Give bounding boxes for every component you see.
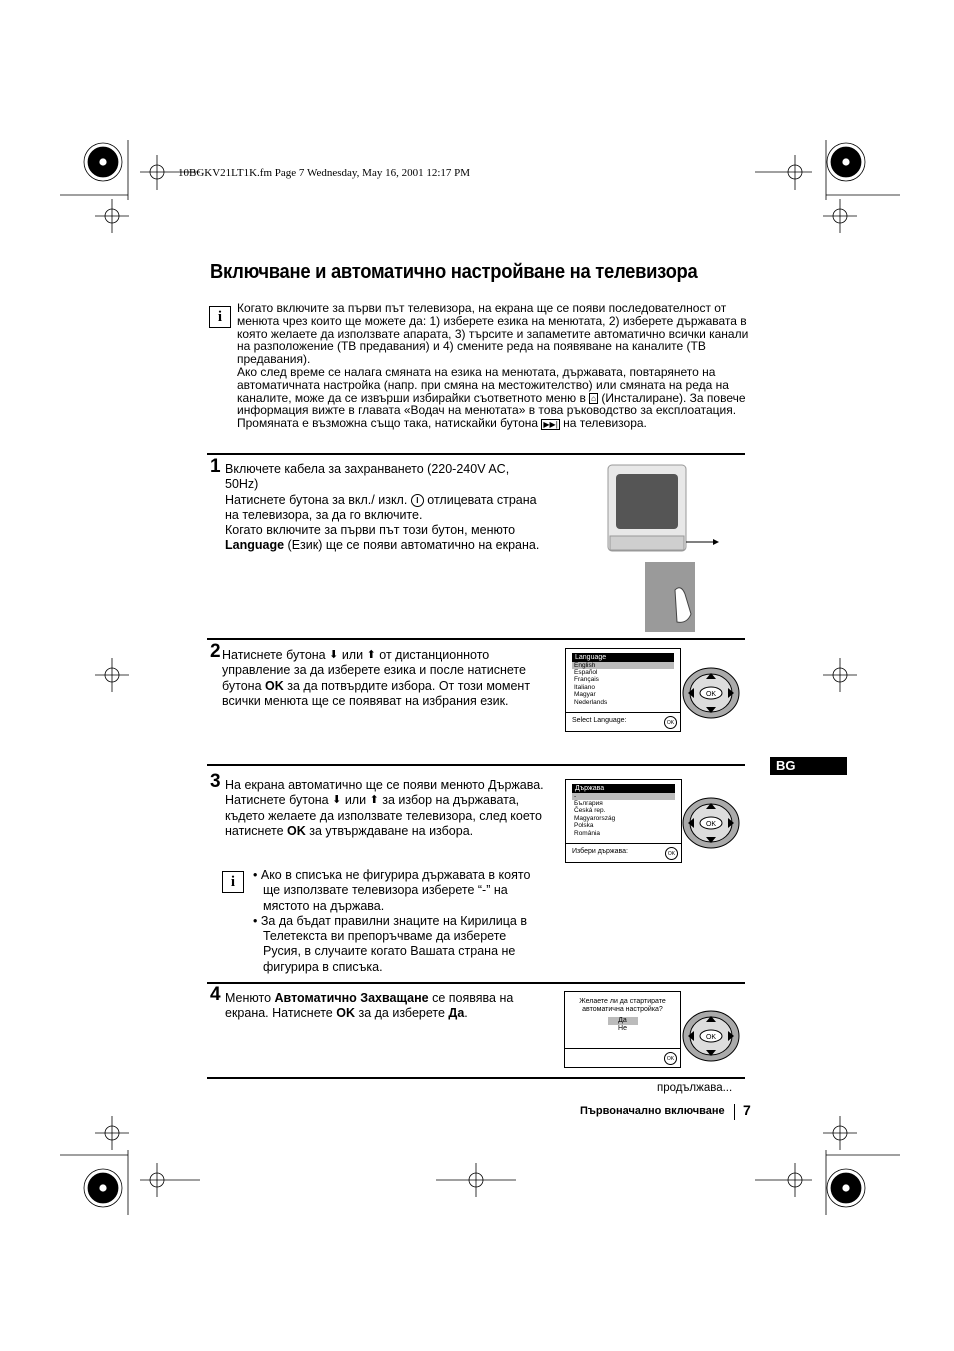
registration-sunburst-icon	[84, 143, 122, 181]
tv-illustration	[605, 462, 725, 637]
step-number: 2	[210, 641, 221, 662]
file-header: 10BGKV21LT1K.fm Page 7 Wednesday, May 16, 2001 12:17 PM	[178, 167, 471, 179]
notes-list	[253, 868, 545, 975]
divider	[207, 1077, 745, 1079]
intro-text	[237, 302, 757, 430]
menu-item[interactable]: Magyarország	[574, 814, 616, 822]
intro-paragraph-1: Когато включите за първи път телевизора, на екрана ще се появи последователност от менюта чрез които ще можете да: 1) изберете езика на менютата, 2) изберете държавата в която желаете да използвате апарата, 3) търсите и запаметите автоматично всички канали на разположение (ТВ предавания) и 4) смените реда на появяване на каналите (ТВ предавания).	[237, 301, 749, 367]
crosshair-icon	[95, 658, 129, 692]
crosshair-icon	[436, 1163, 516, 1197]
step1-text: Включете кабела за захранването (220-240V AC, 50Hz) Натиснете бутона за вкл./ изкл. I отлицевата страна на телевизора, за да го включите. Когато включите за първи път този бутон, менюто Language (Език) ще се появи автоматично на екрана.	[225, 462, 540, 553]
footer-divider	[734, 1104, 735, 1120]
crosshair-icon	[755, 1163, 812, 1197]
menu-option-yes[interactable]: Да	[608, 1017, 638, 1025]
divider	[207, 764, 745, 766]
step-number: 1	[210, 456, 221, 477]
menu-item[interactable]: Nederlands	[574, 698, 608, 706]
menu-option-no[interactable]: Не	[618, 1025, 627, 1032]
ok-label: OK	[705, 691, 717, 698]
remote-navigation-pad	[682, 667, 740, 719]
country-menu	[565, 779, 682, 863]
step-number: 3	[210, 771, 221, 792]
ok-label: OK	[705, 1034, 717, 1041]
crosshair-icon	[140, 1163, 200, 1197]
menu-item[interactable]: Français	[574, 676, 599, 684]
note-item: • За да бъдат правилни знаците на Кирилица в Телетекста ви препоръчваме да изберете Русия, в случаите когато Вашата страна не фигурира в списъка.	[253, 913, 527, 974]
continues-text: продължава...	[657, 1082, 733, 1094]
arrow-down-icon: ⬇	[329, 649, 339, 662]
menu-footer: Select Language:	[566, 712, 680, 731]
arrow-down-icon: ⬇	[332, 794, 342, 807]
step3-text: На екрана автоматично ще се появи менюто Държава. Натиснете бутона ⬇ или ⬆ за избор на държавата, където желаете да използвате телевизора, след което натиснете OK за утвърждаване на избора.	[225, 778, 544, 838]
auto-tuning-menu	[564, 991, 681, 1068]
crosshair-icon	[823, 199, 857, 233]
menu-item-selected[interactable]: English	[572, 662, 674, 669]
menu-title: Държава	[572, 784, 675, 793]
menu-footer	[565, 1048, 680, 1067]
menu-item[interactable]: Magyar	[574, 691, 596, 699]
arrow-up-icon: ⬆	[366, 649, 376, 662]
remote-navigation-pad	[682, 1010, 740, 1062]
page-title: Включване и автоматично настройване на телевизора	[210, 261, 698, 283]
language-tab: BG	[770, 757, 847, 775]
remote-navigation-pad	[682, 797, 740, 849]
info-icon: i	[209, 306, 231, 328]
menu-item[interactable]: Italiano	[574, 683, 595, 691]
menu-question: Желаете ли да стартирате автоматична настройка?	[579, 998, 666, 1013]
menu-item[interactable]: Español	[574, 669, 598, 676]
divider	[207, 453, 745, 455]
crosshair-icon	[95, 1116, 129, 1150]
step4-text: Менюто Автоматично Захващане се появява на екрана. Натиснете OK за да изберете Да.	[225, 991, 514, 1021]
power-button-icon: I	[411, 494, 424, 507]
registration-sunburst-icon	[827, 143, 865, 181]
step2-text: Натиснете бутона ⬇ или ⬆ от дистанционното управление за да изберете езика и после натиснете бутона OK за да потвърдите избора. От този момент всички менюта ще се появяват на избрания език.	[222, 648, 531, 708]
divider	[207, 638, 745, 640]
fast-forward-icon: ▶▶|	[543, 419, 558, 429]
crosshair-icon	[755, 155, 812, 190]
crosshair-icon	[95, 199, 129, 233]
note-item: • Ако в списъка не фигурира държавата в която ще използвате телевизора изберете “-” на мястото на държава.	[253, 868, 531, 913]
crosshair-icon	[823, 1116, 857, 1150]
ok-icon: OK	[664, 1052, 677, 1065]
registration-sunburst-icon	[84, 1169, 122, 1207]
ok-icon: OK	[664, 716, 677, 729]
page-number: 7	[743, 1102, 751, 1118]
step-number: 4	[210, 984, 221, 1005]
menu-item[interactable]: România	[574, 829, 601, 837]
menu-item[interactable]: Česká rep.	[574, 807, 606, 815]
toolbox-icon: ⌂	[591, 393, 597, 403]
language-menu	[565, 648, 681, 732]
ok-icon: OK	[665, 847, 678, 860]
menu-item[interactable]: България	[574, 800, 603, 807]
intro-paragraph-2: Ако след време се налага смяната на езика на менютата, държавата, повтарянето на автоматичната настройка (напр. при смяна на местожителство) или смяната на реда на каналите, може да се извърши избирайки съответното меню в ⌂ (Инсталиране). За повече информация вижте в главата «Водач на менютата» в това ръководство за експлоатация. Промяната е възможна също така, натискайки бутона ▶▶| на телевизора.	[237, 364, 746, 431]
divider	[207, 982, 745, 984]
crosshair-icon	[823, 658, 857, 692]
ok-label: OK	[705, 821, 717, 828]
menu-item[interactable]: Polska	[574, 822, 594, 830]
menu-title: Language	[572, 653, 674, 662]
info-icon: i	[222, 871, 244, 893]
arrow-up-icon: ⬆	[369, 794, 379, 807]
menu-footer: Избери държава:	[566, 843, 681, 862]
registration-sunburst-icon	[827, 1169, 865, 1207]
section-name: Първоначално включване	[580, 1105, 725, 1117]
menu-item-selected[interactable]: -	[572, 793, 675, 800]
